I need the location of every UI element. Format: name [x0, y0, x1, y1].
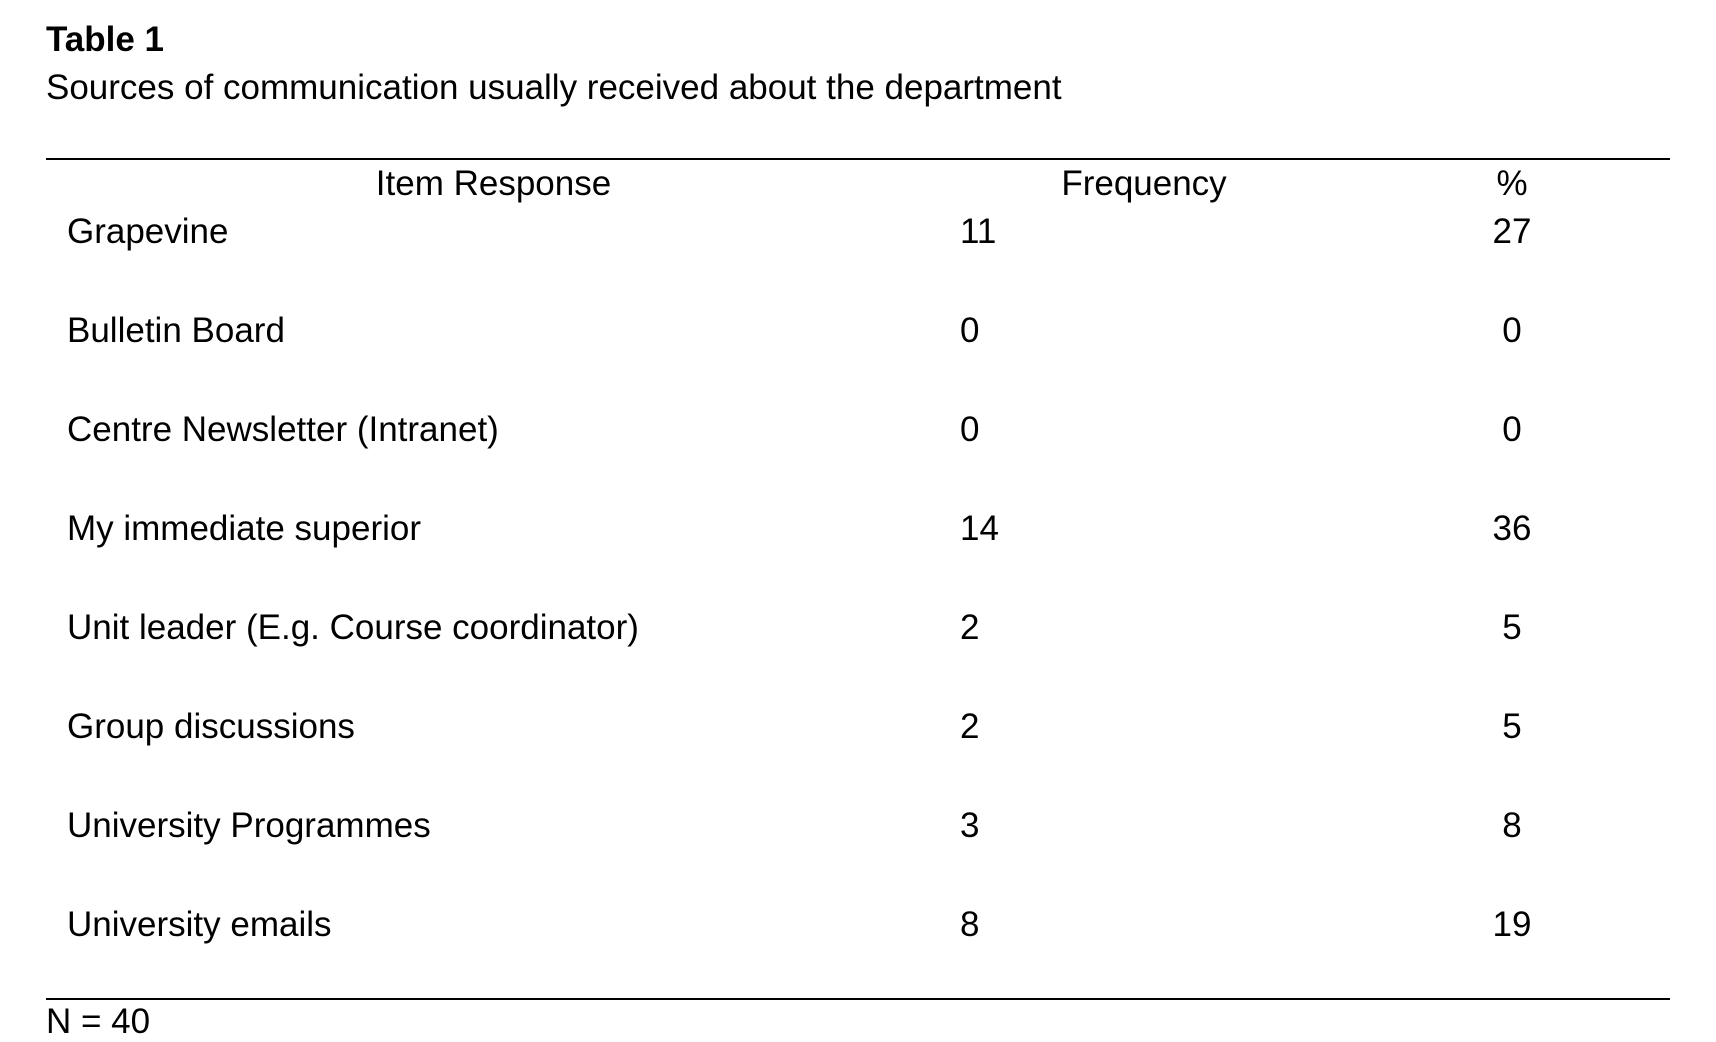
table-caption: Sources of communication usually received about the department	[46, 68, 1062, 107]
cell-percent: 0	[1502, 311, 1522, 350]
table-row	[46, 903, 1670, 1002]
cell-percent: 36	[1492, 509, 1532, 548]
table-row	[46, 705, 1670, 804]
table-row	[46, 309, 1670, 408]
cell-item: My immediate superior	[67, 509, 421, 548]
cell-item: Centre Newsletter (Intranet)	[67, 410, 499, 449]
cell-frequency: 11	[960, 212, 997, 251]
cell-percent: 5	[1502, 608, 1522, 647]
table-label: Table 1	[46, 20, 165, 59]
table-row	[46, 804, 1670, 903]
cell-percent: 27	[1492, 212, 1532, 251]
table-row	[46, 606, 1670, 705]
table-header-row	[46, 162, 1670, 206]
cell-percent: 0	[1502, 410, 1522, 449]
cell-frequency: 3	[960, 806, 980, 845]
table-row	[46, 507, 1670, 606]
bottom-rule	[46, 998, 1670, 1000]
cell-item: Grapevine	[67, 212, 229, 251]
cell-frequency: 2	[960, 707, 980, 746]
cell-frequency: 2	[960, 608, 980, 647]
cell-item: Group discussions	[67, 707, 355, 746]
table-note: N = 40	[46, 1002, 151, 1041]
cell-item: University emails	[67, 905, 332, 944]
cell-percent: 5	[1502, 707, 1522, 746]
cell-frequency: 8	[960, 905, 980, 944]
cell-item: University Programmes	[67, 806, 431, 845]
header-item-response: Item Response	[375, 164, 612, 203]
cell-frequency: 14	[960, 509, 999, 548]
table-body	[46, 210, 1670, 1002]
cell-item: Unit leader (E.g. Course coordinator)	[67, 608, 639, 647]
header-percent: %	[1496, 164, 1528, 203]
cell-frequency: 0	[960, 311, 980, 350]
header-frequency: Frequency	[1061, 164, 1227, 203]
cell-percent: 19	[1492, 905, 1532, 944]
cell-item: Bulletin Board	[67, 311, 285, 350]
table-row	[46, 408, 1670, 507]
cell-frequency: 0	[960, 410, 980, 449]
cell-percent: 8	[1502, 806, 1522, 845]
top-rule	[46, 158, 1670, 160]
table-row	[46, 210, 1670, 309]
